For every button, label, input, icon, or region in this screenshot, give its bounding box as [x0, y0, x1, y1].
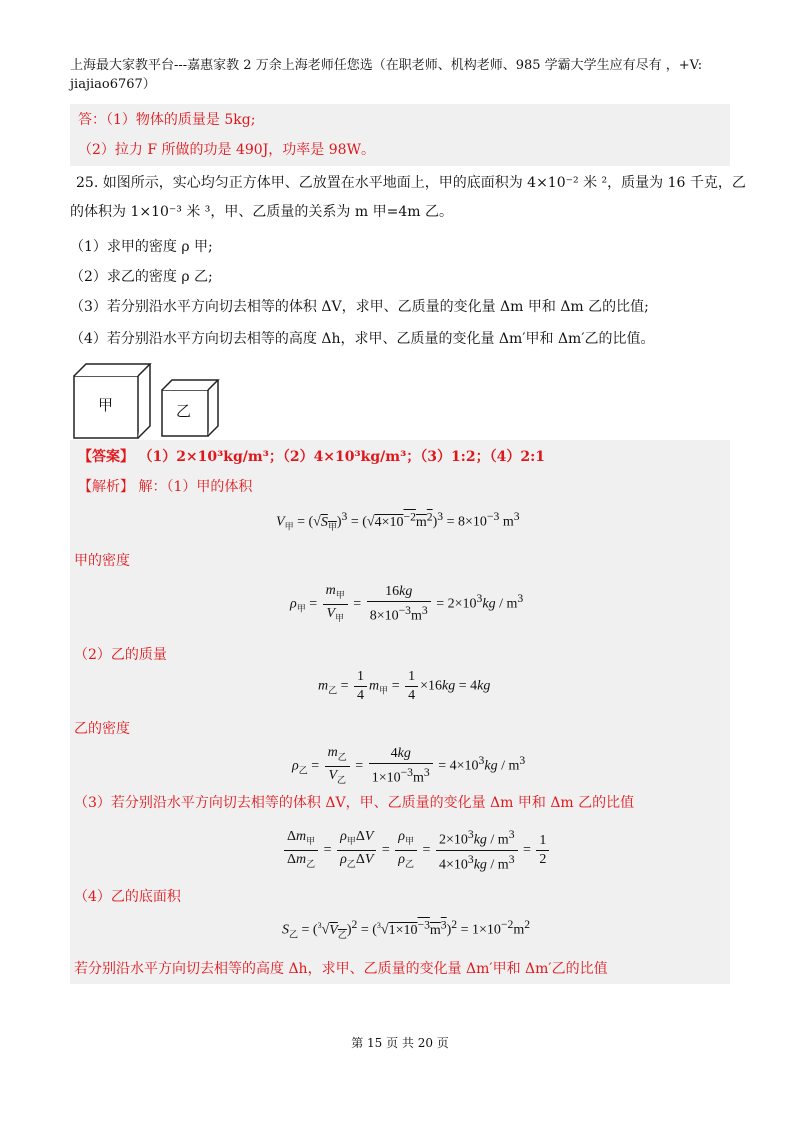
answer-line [78, 446, 545, 468]
label-density-a: 甲的密度 [74, 553, 130, 569]
page-header: 上海最大家教平台---嘉惠家教 2 万余上海老师任您选（在职老师、机构老师、985 学霸大学生应有尽有 ，+V: jiajiao6767） [70, 58, 703, 92]
label-density-b: 乙的密度 [74, 721, 130, 737]
analysis-line [78, 476, 252, 498]
answer-text: （1）2×10³kg/m³；（2）4×10³kg/m³；（3）1:2；（4）2:1 [138, 449, 545, 465]
question-stem-1 [76, 172, 746, 194]
analysis-tag: 【解析】 [78, 479, 134, 495]
sub-question-4: （4）若分别沿水平方向切去相等的高度 Δh，求甲、乙质量的变化量 Δm′甲和 Δm′乙的比值。 [70, 331, 655, 347]
page-footer: 第 15 页 共 20 页 [351, 1036, 449, 1050]
cube-a-label: 甲 [98, 396, 114, 414]
equation-volume-a: $V_甲 = (√S_甲)^3 = (√4\times 10^{-2}m^2)^3 = 8\times 10^{-3}$ $m^3$ [276, 510, 520, 532]
equation-density-a: $\rho_甲$ = $\frac{m_甲}{V_甲}$ = $\frac{16kg}{8\times 10^{-3}m^3}$ = $2\times 10^3kg / m^3$ [290, 583, 524, 624]
sub-question-3: （3）若分别沿水平方向切去相等的体积 ΔV，求甲、乙质量的变化量 Δm 甲和 Δm 乙的比值; [70, 299, 649, 315]
label-q4: （4）乙的底面积 [74, 889, 181, 905]
cubes-figure [72, 362, 232, 442]
label-last: 若分别沿水平方向切去相等的高度 Δh，求甲、乙质量的变化量 Δm′甲和 Δm′乙的比值 [74, 961, 608, 977]
analysis-start: 解：（1）甲的体积 [138, 479, 253, 495]
equation-mass-b: $m_乙$ = $\frac{1}{4}$ $m_甲$ = $\frac{1}{4}$ ×16kg = 4kg [318, 669, 491, 703]
question-stem-2: 的体积为 1×10⁻³ 米 ³，甲、乙质量的关系为 m 甲=4m 乙。 [70, 204, 453, 220]
sub-question-2: （2）求乙的密度 ρ 乙; [70, 269, 213, 285]
label-mass-b: （2）乙的质量 [74, 647, 167, 663]
previous-answer-line-2: （2）拉力 F 所做的功是 490J，功率是 98W。 [78, 142, 375, 158]
sub-question-1: （1）求甲的密度 ρ 甲; [70, 239, 213, 255]
answer-tag: 【答案】 [78, 449, 134, 465]
equation-area-b: $S_乙 = (^3√V_乙)^2 = (^3√1\times 10^{-3}m^3)^2 = 1\times 10^{-2}m^2$ [282, 918, 531, 940]
question-number: 25. [76, 175, 99, 191]
question-stem-text: 如图所示，实心均匀正方体甲、乙放置在水平地面上，甲的底面积为 4×10⁻² 米 ²，质量为 16 千克，乙 [102, 175, 746, 191]
equation-density-b: $\rho_乙$ = $\frac{m_乙}{V_乙}$ = $\frac{4kg}{1\times 10^{-3}m^3}$ = $4\times 10^3kg / m^3$ [292, 745, 526, 786]
label-q3: （3）若分别沿水平方向切去相等的体积 ΔV，甲、乙质量的变化量 Δm 甲和 Δm 乙的比值 [74, 795, 635, 811]
previous-answer-line-1: 答：（1）物体的质量是 5kg; [78, 112, 256, 128]
cube-b-label: 乙 [176, 402, 192, 420]
equation-ratio: $\frac{\Delta m_甲}{\Delta m_乙}$ = $\frac{\rho_甲\Delta V}{\rho_乙\Delta V}$ = $\frac{\rho_甲}{\rho_乙}$ = $\frac{2\times 10^3kg / m^3}{4\times 10^3kg / m^3}$ = $\frac{1}{2}$ [282, 826, 551, 874]
